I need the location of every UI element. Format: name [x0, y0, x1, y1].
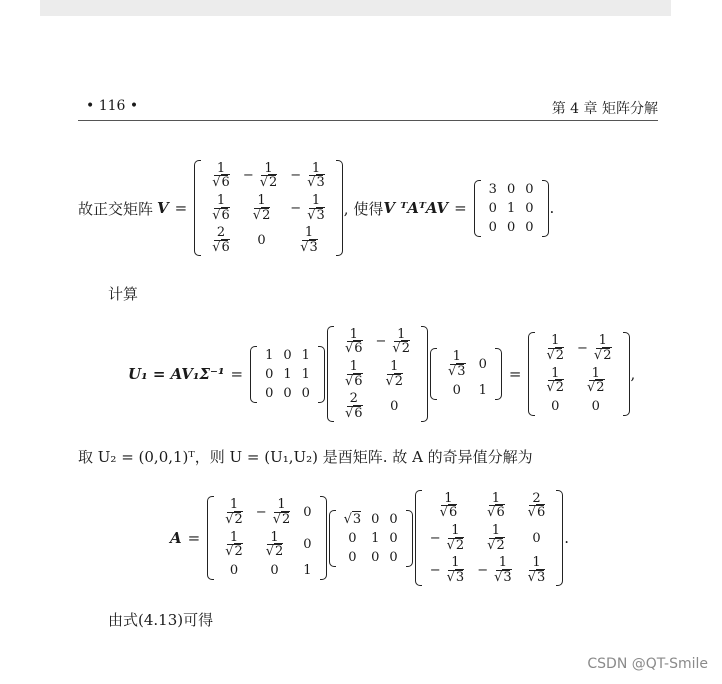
- matrix-cell: 0: [283, 385, 292, 401]
- matrix-cell: $\frac{1}{√2}$: [225, 497, 243, 527]
- matrix-cell: $\frac{1}{√3}$: [448, 349, 466, 379]
- matrix-cell: − $\frac{1}{√3}$: [429, 555, 465, 585]
- right-bracket: [495, 348, 502, 399]
- matrix-cell: 1: [301, 347, 310, 363]
- left-bracket: [528, 332, 535, 416]
- matrix-cell: 0: [303, 537, 312, 553]
- matrix-sigma: [329, 510, 413, 567]
- matrix-D: [474, 180, 549, 237]
- matrix-cell: 0: [525, 219, 534, 235]
- equals-sign: =: [454, 199, 467, 217]
- matrix-cell: 0: [390, 398, 399, 414]
- matrix-cell: $\frac{1}{√6}$: [344, 358, 363, 389]
- matrix-U1: [528, 332, 629, 416]
- matrix-cell: $\frac{1}{√3}$: [527, 555, 546, 585]
- matrix-cell: $\frac{1}{√6}$: [487, 490, 505, 521]
- matrix-cell: 0: [525, 200, 534, 216]
- matrix-cell: 0: [525, 181, 534, 197]
- matrix-cell: 0: [452, 382, 461, 398]
- period: .: [549, 199, 555, 217]
- matrix-cell: $\frac{1}{√2}$: [487, 522, 505, 553]
- eq1-prefix: 故正交矩阵: [78, 199, 154, 218]
- matrix-cell: − $\frac{1}{√3}$: [290, 160, 325, 191]
- equation-1: [78, 140, 554, 276]
- right-bracket: [406, 510, 413, 567]
- matrix-cell: 0: [389, 511, 398, 527]
- matrix-cell: 0: [389, 549, 398, 565]
- matrix-cell: 0: [551, 398, 560, 414]
- matrix-cell: $\frac{2}{√6}$: [527, 490, 546, 521]
- matrix-cell: 0: [371, 549, 380, 565]
- matrix-cell: − $\frac{1}{√2}$: [242, 160, 278, 191]
- right-bracket: [318, 346, 325, 403]
- equals-sign: =: [174, 199, 188, 217]
- matrix-cell: $\frac{1}{√2}$: [546, 365, 565, 396]
- matrix-cell: 0: [229, 562, 239, 578]
- comma: ,: [630, 365, 636, 383]
- right-bracket: [542, 180, 549, 237]
- left-bracket: [329, 510, 336, 567]
- matrix-cell: 0: [488, 219, 497, 235]
- matrix-cell: 0: [265, 366, 274, 382]
- matrix-cell: √3: [343, 511, 362, 527]
- matrix-cell: − $\frac{1}{√2}$: [577, 333, 612, 363]
- left-bracket: [327, 326, 334, 423]
- matrix-A: [250, 346, 325, 403]
- matrix-cell: 0: [389, 530, 398, 546]
- matrix-cell: $\frac{1}{√6}$: [212, 192, 230, 223]
- right-bracket: [421, 326, 428, 423]
- left-bracket: [430, 348, 437, 399]
- matrix-cell: 1: [506, 200, 516, 216]
- right-bracket: [320, 496, 327, 580]
- matrix-cell: 0: [265, 385, 274, 401]
- matrix-V1: [327, 326, 428, 423]
- matrix-cell: 0: [283, 347, 292, 363]
- equals-sign: =: [230, 365, 244, 383]
- matrix-cell: 1: [371, 530, 380, 546]
- matrix-cell: 0: [488, 200, 497, 216]
- matrix-cell: $\frac{1}{√2}$: [265, 529, 284, 560]
- matrix-cell: 0: [303, 504, 312, 520]
- matrix-cell: $\frac{2}{√6}$: [344, 391, 363, 421]
- matrix-cell: 0: [270, 562, 279, 578]
- header-rule: [78, 120, 658, 121]
- matrix-cell: $\frac{2}{√6}$: [212, 225, 230, 255]
- right-bracket: [556, 490, 563, 587]
- left-bracket: [194, 160, 201, 257]
- matrix-V: [194, 160, 343, 257]
- equation-3: [170, 470, 569, 606]
- page-number: • 116 •: [86, 98, 139, 114]
- matrix-cell: 0: [506, 181, 516, 197]
- right-bracket: [336, 160, 343, 257]
- eq1-rhs: V ᵀAᵀAV: [383, 199, 449, 217]
- eq1-mid-text: , 使得: [343, 199, 384, 218]
- matrix-cell: 0: [591, 398, 600, 414]
- period: .: [564, 529, 570, 547]
- left-bracket: [207, 496, 214, 580]
- matrix-cell: 0: [348, 530, 357, 546]
- matrix-cell: 1: [478, 382, 487, 398]
- matrix-cell: $\frac{1}{√2}$: [252, 192, 271, 223]
- chapter-title: 第 4 章 矩阵分解: [551, 101, 658, 117]
- matrix-cell: $\frac{1}{√6}$: [212, 160, 230, 191]
- matrix-cell: − $\frac{1}{√2}$: [255, 497, 291, 527]
- matrix-cell: $\frac{1}{√6}$: [439, 490, 458, 521]
- matrix-cell: 0: [257, 232, 266, 248]
- matrix-cell: $\frac{1}{√2}$: [586, 365, 605, 396]
- matrix-cell: 0: [478, 357, 487, 372]
- matrix-cell: 0: [506, 219, 516, 235]
- equals-sign: =: [508, 365, 522, 383]
- eq2-lhs: U₁ = AV₁Σ⁻¹: [128, 365, 225, 383]
- left-bracket: [250, 346, 257, 403]
- matrix-cell: − $\frac{1}{√3}$: [477, 555, 512, 585]
- matrix-cell: $\frac{1}{√2}$: [225, 529, 243, 560]
- matrix-cell: $\frac{1}{√3}$: [300, 225, 318, 255]
- matrix-cell: 1: [283, 366, 292, 382]
- matrix-sigma-inv: [430, 348, 502, 399]
- matrix-cell: − $\frac{1}{√2}$: [429, 522, 465, 553]
- statement-text: 取 U₂ = (0,0,1)ᵀ，则 U = (U₁,U₂) 是酉矩阵. 故 A 的奇异值分解为: [78, 448, 533, 466]
- matrix-cell: 0: [301, 385, 310, 401]
- matrix-V-transpose: [415, 490, 564, 587]
- matrix-cell: $\frac{1}{√2}$: [546, 333, 565, 363]
- left-bracket: [474, 180, 481, 237]
- matrix-cell: $\frac{1}{√2}$: [385, 358, 404, 389]
- matrix-cell: $\frac{1}{√6}$: [344, 326, 363, 357]
- eq3-lhs: A: [170, 529, 182, 547]
- calc-label: 计算: [108, 285, 139, 303]
- matrix-U: [207, 496, 326, 580]
- watermark: CSDN @QT-Smile: [587, 656, 708, 672]
- equals-sign: =: [187, 529, 201, 547]
- matrix-cell: 0: [532, 530, 541, 546]
- page-header: [78, 96, 658, 118]
- matrix-cell: − $\frac{1}{√3}$: [290, 192, 325, 223]
- matrix-cell: 0: [348, 549, 357, 565]
- matrix-cell: 1: [265, 347, 274, 363]
- matrix-cell: 1: [301, 366, 310, 382]
- footer-text: 由式(4.13)可得: [108, 611, 214, 629]
- left-bracket: [415, 490, 422, 587]
- matrix-cell: 3: [488, 181, 497, 197]
- top-gray-bar: [40, 0, 671, 16]
- matrix-cell: 1: [303, 562, 312, 578]
- matrix-cell: − $\frac{1}{√2}$: [375, 326, 410, 357]
- eq1-lhs: V: [157, 199, 169, 217]
- matrix-cell: 0: [371, 511, 380, 527]
- right-bracket: [623, 332, 630, 416]
- equation-2: [128, 308, 635, 440]
